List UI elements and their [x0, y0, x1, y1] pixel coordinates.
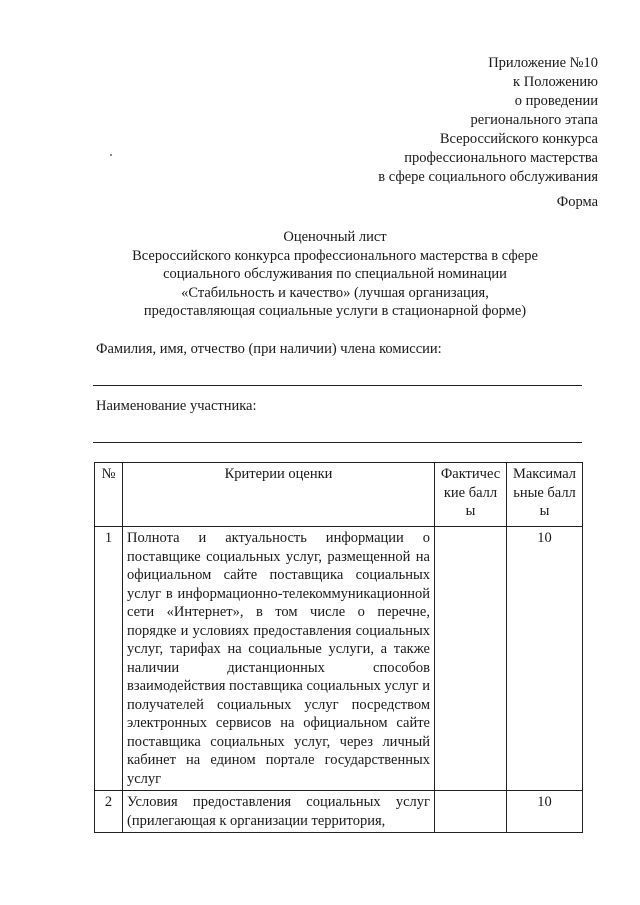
row-max-points: 10 [507, 527, 583, 791]
member-name-label: Фамилия, имя, отчество (при наличии) члена комиссии: [96, 341, 442, 357]
appendix-line: Приложение №10 [488, 55, 598, 71]
title-line: «Стабильность и качество» (лучшая организация, [181, 284, 489, 301]
scan-speck [110, 154, 112, 156]
appendix-line: о проведении [514, 93, 598, 109]
title-line: Оценочный лист [283, 229, 387, 245]
participant-line[interactable] [93, 442, 582, 443]
row-num: 1 [95, 527, 123, 791]
table-header-row [95, 463, 583, 527]
header-num: № [95, 463, 123, 527]
title-line: Всероссийского конкурса профессионального мастерства в сфере [132, 247, 538, 264]
appendix-line: регионального этапа [470, 112, 598, 128]
table-row [95, 527, 583, 791]
row-num: 2 [95, 791, 123, 833]
row-criteria: Полнота и актуальность информации о поставщике социальных услуг, размещенной на официальном сайте поставщика социальных услуг в информационно-телекоммуникационной сети «Интернет», в том числе о перечне, порядке и условиях предоставления социальных услуг, тарифах на социальные услуги, а также наличии дистанционных способов взаимодействия поставщика социальных услуг и получателей социальных услуг посредством электронных сервисов на официальном сайте поставщика социальных услуг, через личный кабинет на едином портале государственных услуг [123, 527, 435, 791]
table-row [95, 791, 583, 833]
header-max-points: Максимальные баллы [507, 463, 583, 527]
appendix-header [378, 54, 598, 187]
appendix-line: к Положению [513, 74, 598, 90]
appendix-line: профессионального мастерства [404, 150, 598, 166]
criteria-table [94, 462, 583, 833]
participant-label: Наименование участника: [96, 398, 257, 414]
row-max-points: 10 [507, 791, 583, 833]
document-title [90, 228, 580, 321]
header-actual-points: Фактические баллы [435, 463, 507, 527]
row-criteria: Условия предоставления социальных услуг (прилегающая к организации территория, [123, 791, 435, 833]
title-line: социального обслуживания по специальной номинации [163, 266, 507, 282]
appendix-line: в сфере социального обслуживания [378, 169, 598, 185]
appendix-line: Всероссийского конкурса [439, 131, 598, 147]
title-line: предоставляющая социальные услуги в стационарной форме) [143, 303, 527, 319]
form-label: Форма [556, 194, 598, 210]
row-actual-points[interactable] [435, 791, 507, 833]
row-actual-points[interactable] [435, 527, 507, 791]
header-criteria: Критерии оценки [123, 463, 435, 527]
member-name-line[interactable] [93, 385, 582, 386]
